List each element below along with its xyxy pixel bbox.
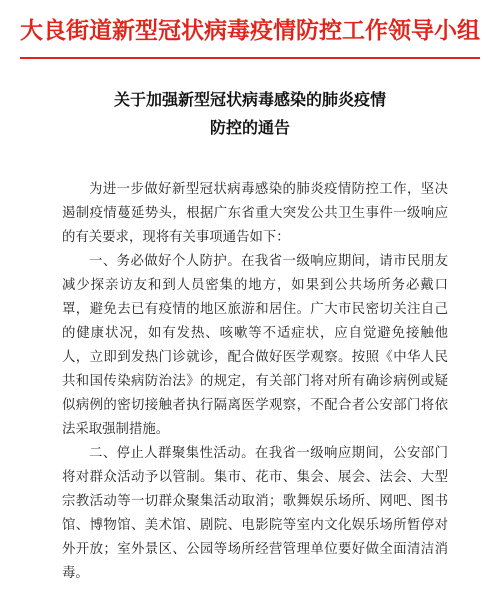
header-red-rule — [20, 57, 480, 59]
paragraph-personal-protection: 一、务必做好个人防护。在我省一级响应期间，请市民朋友减少探亲访友和到人员密集的地方，如果到公共场所务必戴口罩，避免去已有疫情的地区旅游和居住。广大市民密切关注自己的健康状况，如有发热、咳嗽等不适症状，应自觉避免接触他人，立即到发热门诊就诊，配合做好医学观察。按照《中华人民共和国传染病防治法》的规定，有关部门将对所有确诊病例或疑似病例的密切接触者执行隔离医学观察，不配合者公安部门将依法采取强制措施。 — [62, 254, 448, 437]
notice-title-line-1: 关于加强新型冠状病毒感染的肺炎疫情 — [113, 90, 386, 109]
notice-title-line-2: 防控的通告 — [209, 118, 290, 137]
notice-body — [62, 178, 448, 586]
organization-header: 大良街道新型冠状病毒疫情防控工作领导小组 — [20, 17, 480, 44]
paragraph-intro: 为进一步做好新型冠状病毒感染的肺炎疫情防控工作，坚决遏制疫情蔓延势头，根据广东省重大突发公共卫生事件一级响应的有关要求，现将有关事项通告如下： — [62, 182, 448, 245]
paragraph-stop-gatherings: 二、停止人群聚集性活动。在我省一级响应期间，公安部门将对群众活动予以管制。集市、花市、集会、展会、法会、大型宗教活动等一切群众聚集活动取消；歌舞娱乐场所、网吧、图书馆、博物馆、美术馆、剧院、电影院等室内文化娱乐场所暂停对外开放；室外景区、公园等场所经营管理单位要好做全面清洁消毒。 — [62, 446, 448, 581]
notice-title — [0, 86, 500, 142]
